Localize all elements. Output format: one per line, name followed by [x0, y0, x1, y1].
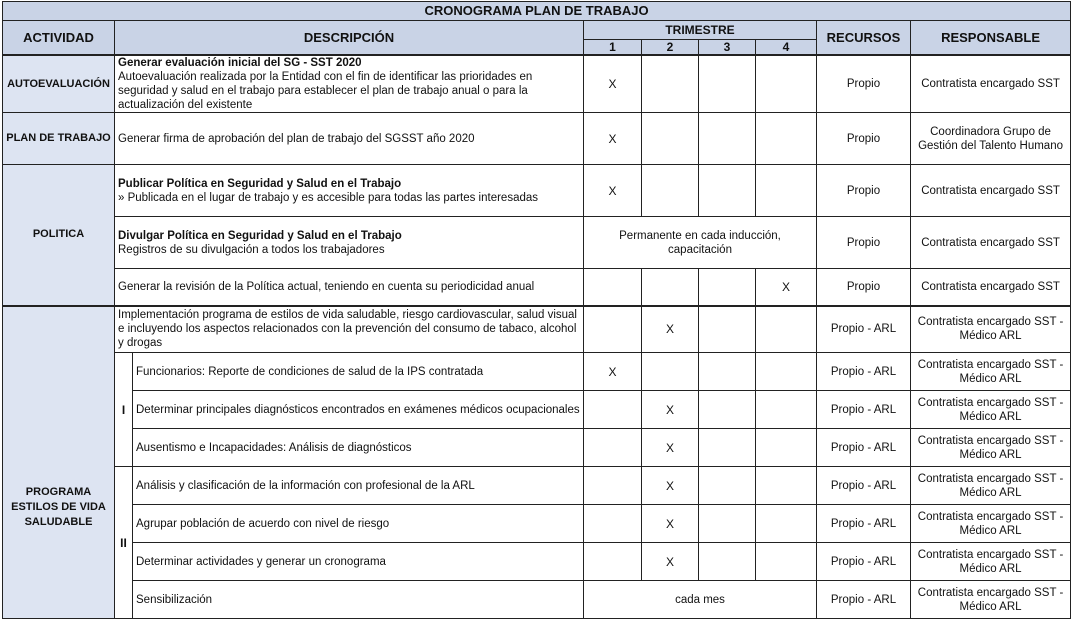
q1-mark: X: [584, 55, 642, 113]
q2-mark: X: [642, 391, 699, 429]
table-row: [3, 165, 1071, 217]
row-text: Generar firma de aprobación del plan de trabajo del SGSST año 2020: [115, 113, 584, 165]
table-row: [3, 505, 1071, 543]
section-autoevaluacion: AUTOEVALUACIÓN: [3, 55, 115, 113]
table-row: [3, 467, 1071, 505]
recursos-cell: Propio: [817, 55, 911, 113]
table-row: [3, 306, 1071, 353]
responsable-cell: Contratista encargado SST: [911, 55, 1071, 113]
table-row: [3, 429, 1071, 467]
row-text: Generar la revisión de la Política actual, teniendo en cuenta su periodicidad anual: [115, 269, 584, 306]
responsable-cell: Contratista encargado SST - Médico ARL: [911, 467, 1071, 505]
table-row: [3, 391, 1071, 429]
table-row: [3, 269, 1071, 306]
recursos-cell: Propio - ARL: [817, 581, 911, 619]
recursos-cell: Propio: [817, 269, 911, 306]
recursos-cell: Propio - ARL: [817, 467, 911, 505]
header-responsable: RESPONSABLE: [911, 21, 1071, 56]
row-text: Registros de su divulgación a todos los trabajadores: [118, 243, 385, 256]
section-programa: PROGRAMA ESTILOS DE VIDA SALUDABLE: [3, 306, 115, 619]
quarter-span-note: Permanente en cada inducción, capacitación: [584, 217, 817, 269]
responsable-cell: Contratista encargado SST: [911, 217, 1071, 269]
header-descripcion: DESCRIPCIÓN: [115, 21, 584, 56]
row-description: [115, 55, 584, 113]
recursos-cell: Propio - ARL: [817, 391, 911, 429]
header-trimestre: TRIMESTRE: [584, 21, 817, 40]
q1-mark: X: [584, 353, 642, 391]
table-row: [3, 55, 1071, 113]
table-row: [3, 353, 1071, 391]
q2-mark: X: [642, 467, 699, 505]
row-description: [115, 217, 584, 269]
q2-mark: X: [642, 505, 699, 543]
responsable-cell: Coordinadora Grupo de Gestión del Talento Humano: [911, 113, 1071, 165]
q2-mark: X: [642, 429, 699, 467]
row-description: [115, 165, 584, 217]
responsable-cell: Contratista encargado SST - Médico ARL: [911, 505, 1071, 543]
row-text: Autoevaluación realizada por la Entidad con el fin de identificar las prioridades en seguridad y salud en el trabajo para establecer el plan de trabajo anual o para la actualización del existente: [118, 71, 533, 111]
row-text: Análisis y clasificación de la información con profesional de la ARL: [133, 467, 584, 505]
recursos-cell: Propio: [817, 165, 911, 217]
header-q2: 2: [642, 40, 699, 56]
table-title: CRONOGRAMA PLAN DE TRABAJO: [3, 2, 1071, 21]
table-row: [3, 113, 1071, 165]
row-text: Sensibilización: [133, 581, 584, 619]
row-title: Divulgar Política en Seguridad y Salud en el Trabajo: [118, 229, 402, 242]
row-title: Publicar Política en Seguridad y Salud en el Trabajo: [118, 177, 402, 190]
header-q3: 3: [699, 40, 756, 56]
row-title: Generar evaluación inicial del SG - SST 2020: [118, 57, 362, 69]
group-label-ii: II: [115, 467, 133, 619]
row-text: Funcionarios: Reporte de condiciones de salud de la IPS contratada: [133, 353, 584, 391]
section-politica: POLITICA: [3, 165, 115, 306]
row-text: Agrupar población de acuerdo con nivel de riesgo: [133, 505, 584, 543]
responsable-cell: Contratista encargado SST - Médico ARL: [911, 353, 1071, 391]
recursos-cell: Propio - ARL: [817, 353, 911, 391]
section-plan-de-trabajo: PLAN DE TRABAJO: [3, 113, 115, 165]
recursos-cell: Propio - ARL: [817, 429, 911, 467]
row-text: Determinar actividades y generar un cronograma: [133, 543, 584, 581]
recursos-cell: Propio - ARL: [817, 306, 911, 353]
recursos-cell: Propio - ARL: [817, 505, 911, 543]
row-text: » Publicada en el lugar de trabajo y es accesible para todas las partes interesadas: [118, 191, 539, 204]
row-text: Implementación programa de estilos de vida saludable, riesgo cardiovascular, salud visual e incluyendo los aspectos relacionados con la prevención del consumo de tabaco, alcohol y drogas: [115, 306, 584, 353]
header-actividad: ACTIVIDAD: [3, 21, 115, 56]
recursos-cell: Propio: [817, 113, 911, 165]
responsable-cell: Contratista encargado SST - Médico ARL: [911, 306, 1071, 353]
header-q1: 1: [584, 40, 642, 56]
q2-mark: X: [642, 543, 699, 581]
q1-mark: X: [584, 113, 642, 165]
responsable-cell: Contratista encargado SST: [911, 269, 1071, 306]
responsable-cell: Contratista encargado SST - Médico ARL: [911, 429, 1071, 467]
responsable-cell: Contratista encargado SST: [911, 165, 1071, 217]
responsable-cell: Contratista encargado SST - Médico ARL: [911, 543, 1071, 581]
recursos-cell: Propio - ARL: [817, 543, 911, 581]
q1-mark: X: [584, 165, 642, 217]
table-row: [3, 543, 1071, 581]
responsable-cell: Contratista encargado SST - Médico ARL: [911, 391, 1071, 429]
responsable-cell: Contratista encargado SST - Médico ARL: [911, 581, 1071, 619]
q4-mark: X: [756, 269, 817, 306]
recursos-cell: Propio: [817, 217, 911, 269]
table-row: [3, 581, 1071, 619]
table-row: [3, 217, 1071, 269]
header-recursos: RECURSOS: [817, 21, 911, 56]
q2-mark: X: [642, 306, 699, 353]
row-text: Ausentismo e Incapacidades: Análisis de diagnósticos: [133, 429, 584, 467]
row-text: Determinar principales diagnósticos encontrados en exámenes médicos ocupacionales: [133, 391, 584, 429]
quarter-span-note: cada mes: [584, 581, 817, 619]
header-q4: 4: [756, 40, 817, 56]
work-plan-table: [2, 1, 1071, 619]
group-label-i: I: [115, 353, 133, 467]
